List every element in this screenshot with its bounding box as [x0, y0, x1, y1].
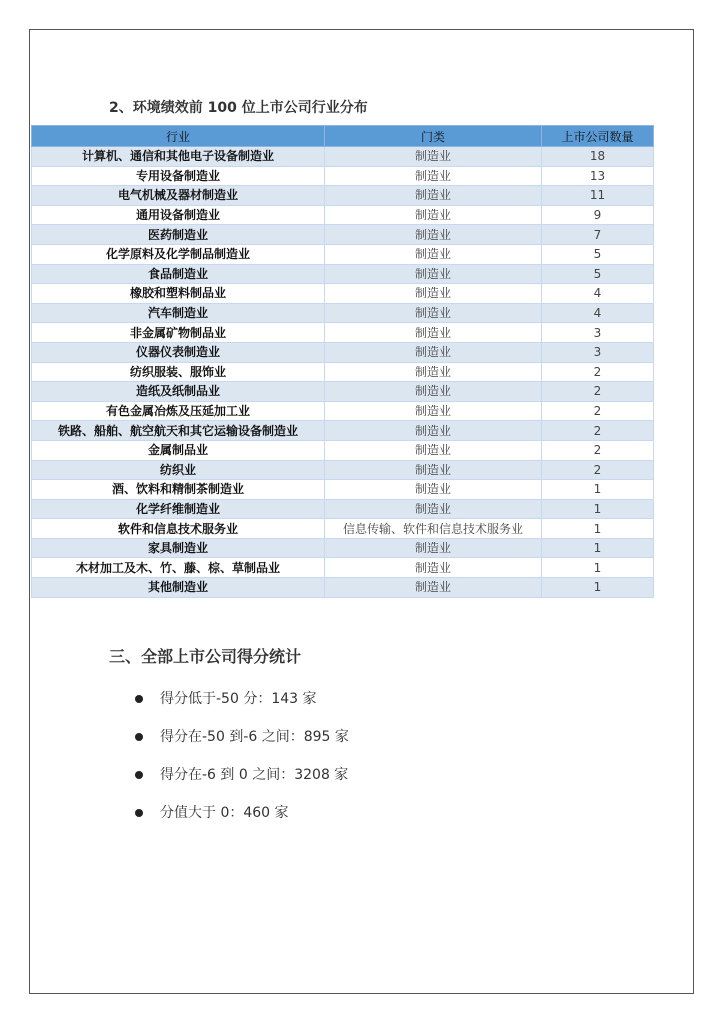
count-cell: 5 — [542, 244, 654, 264]
table-row — [32, 480, 654, 500]
count-cell: 3 — [542, 342, 654, 362]
count-cell: 5 — [542, 264, 654, 284]
category-cell: 制造业 — [325, 244, 542, 264]
category-cell: 制造业 — [325, 284, 542, 304]
section-3-title: 三、全部上市公司得分统计 — [109, 647, 302, 666]
count-cell: 1 — [542, 519, 654, 539]
table-row — [32, 558, 654, 578]
table-row — [32, 264, 654, 284]
list-item — [135, 756, 349, 794]
category-cell: 制造业 — [325, 342, 542, 362]
count-cell: 2 — [542, 362, 654, 382]
industry-cell: 其他制造业 — [32, 578, 325, 598]
bullet-icon — [135, 695, 143, 703]
table-row — [32, 440, 654, 460]
category-cell: 制造业 — [325, 225, 542, 245]
category-cell: 制造业 — [325, 264, 542, 284]
industry-cell: 软件和信息技术服务业 — [32, 519, 325, 539]
category-cell: 制造业 — [325, 401, 542, 421]
count-cell: 2 — [542, 382, 654, 402]
category-cell: 制造业 — [325, 460, 542, 480]
table-body — [32, 147, 654, 598]
table-row — [32, 323, 654, 343]
table-row — [32, 538, 654, 558]
count-cell: 1 — [542, 480, 654, 500]
count-cell: 18 — [542, 147, 654, 167]
industry-cell: 医药制造业 — [32, 225, 325, 245]
industry-cell: 纺织服装、服饰业 — [32, 362, 325, 382]
industry-cell: 橡胶和塑料制品业 — [32, 284, 325, 304]
list-item — [135, 680, 349, 718]
table-row — [32, 147, 654, 167]
industry-cell: 汽车制造业 — [32, 303, 325, 323]
count-cell: 2 — [542, 401, 654, 421]
table-row — [32, 382, 654, 402]
count-cell: 9 — [542, 205, 654, 225]
category-cell: 制造业 — [325, 362, 542, 382]
table-row — [32, 244, 654, 264]
industry-cell: 酒、饮料和精制茶制造业 — [32, 480, 325, 500]
industry-distribution-table — [31, 125, 654, 598]
header-company-count: 上市公司数量 — [542, 126, 654, 147]
bullet-icon — [135, 809, 143, 817]
industry-cell: 家具制造业 — [32, 538, 325, 558]
list-item — [135, 794, 349, 832]
category-cell: 制造业 — [325, 440, 542, 460]
category-cell: 制造业 — [325, 480, 542, 500]
category-cell: 制造业 — [325, 578, 542, 598]
count-cell: 13 — [542, 166, 654, 186]
list-item-text: 得分在-50 到-6 之间：895 家 — [160, 729, 349, 745]
category-cell: 制造业 — [325, 558, 542, 578]
industry-cell: 电气机械及器材制造业 — [32, 186, 325, 206]
industry-cell: 专用设备制造业 — [32, 166, 325, 186]
table-row — [32, 460, 654, 480]
category-cell: 制造业 — [325, 147, 542, 167]
bullet-icon — [135, 733, 143, 741]
count-cell: 3 — [542, 323, 654, 343]
industry-cell: 计算机、通信和其他电子设备制造业 — [32, 147, 325, 167]
bullet-icon — [135, 771, 143, 779]
table-row — [32, 284, 654, 304]
count-cell: 1 — [542, 499, 654, 519]
table-row — [32, 519, 654, 539]
industry-cell: 铁路、船舶、航空航天和其它运输设备制造业 — [32, 421, 325, 441]
category-cell: 制造业 — [325, 205, 542, 225]
table-row — [32, 342, 654, 362]
industry-cell: 木材加工及木、竹、藤、棕、草制品业 — [32, 558, 325, 578]
industry-cell: 纺织业 — [32, 460, 325, 480]
count-cell: 2 — [542, 421, 654, 441]
industry-cell: 造纸及纸制品业 — [32, 382, 325, 402]
list-item-text: 得分在-6 到 0 之间：3208 家 — [160, 767, 349, 783]
table-row — [32, 421, 654, 441]
header-industry: 行业 — [32, 126, 325, 147]
table-row — [32, 578, 654, 598]
score-statistics-list — [135, 680, 349, 832]
list-item — [135, 718, 349, 756]
table-row — [32, 303, 654, 323]
table-row — [32, 401, 654, 421]
count-cell: 1 — [542, 538, 654, 558]
list-item-text: 得分低于-50 分：143 家 — [160, 691, 317, 707]
category-cell: 制造业 — [325, 421, 542, 441]
category-cell: 制造业 — [325, 499, 542, 519]
industry-cell: 金属制品业 — [32, 440, 325, 460]
industry-cell: 食品制造业 — [32, 264, 325, 284]
industry-cell: 通用设备制造业 — [32, 205, 325, 225]
count-cell: 1 — [542, 578, 654, 598]
industry-cell: 化学纤维制造业 — [32, 499, 325, 519]
industry-cell: 非金属矿物制品业 — [32, 323, 325, 343]
header-category: 门类 — [325, 126, 542, 147]
category-cell: 制造业 — [325, 382, 542, 402]
table-row — [32, 166, 654, 186]
count-cell: 11 — [542, 186, 654, 206]
category-cell: 制造业 — [325, 303, 542, 323]
table-row — [32, 186, 654, 206]
count-cell: 4 — [542, 303, 654, 323]
count-cell: 4 — [542, 284, 654, 304]
table-row — [32, 225, 654, 245]
list-item-text: 分值大于 0：460 家 — [160, 805, 289, 821]
count-cell: 7 — [542, 225, 654, 245]
count-cell: 1 — [542, 558, 654, 578]
count-cell: 2 — [542, 460, 654, 480]
table-row — [32, 362, 654, 382]
category-cell: 制造业 — [325, 538, 542, 558]
table-row — [32, 499, 654, 519]
industry-cell: 仪器仪表制造业 — [32, 342, 325, 362]
industry-cell: 化学原料及化学制品制造业 — [32, 244, 325, 264]
industry-cell: 有色金属冶炼及压延加工业 — [32, 401, 325, 421]
table-header-row — [32, 126, 654, 147]
category-cell: 制造业 — [325, 166, 542, 186]
section-2-title: 2、环境绩效前 100 位上市公司行业分布 — [109, 100, 368, 116]
category-cell: 制造业 — [325, 186, 542, 206]
category-cell: 制造业 — [325, 323, 542, 343]
category-cell: 信息传输、软件和信息技术服务业 — [325, 519, 542, 539]
count-cell: 2 — [542, 440, 654, 460]
table-row — [32, 205, 654, 225]
